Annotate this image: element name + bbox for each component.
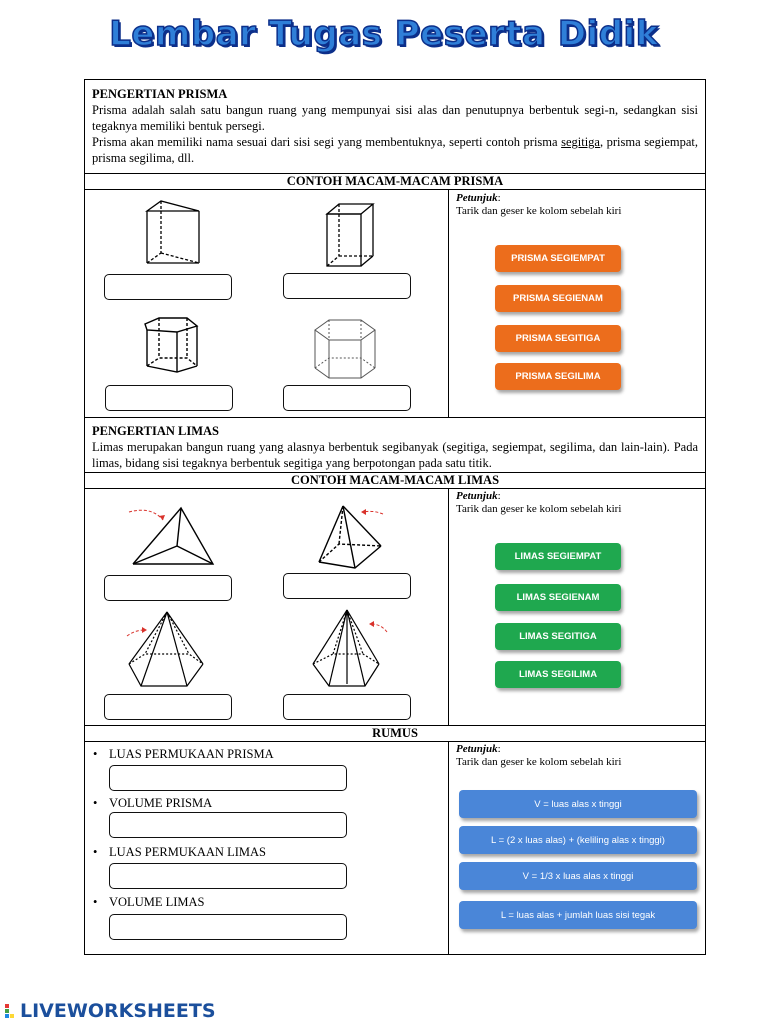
hint-label: Petunjuk: [456, 743, 498, 755]
liveworksheets-logo-icon: [4, 1003, 18, 1019]
rumus-item-label: LUAS PERMUKAAN PRISMA: [109, 747, 274, 761]
chip-prisma-segilima[interactable]: PRISMA SEGILIMA: [495, 363, 621, 390]
answer-box-pyramid-3[interactable]: [104, 694, 232, 720]
triangular-prism-figure: [143, 197, 203, 269]
liveworksheets-brand: LIVEWORKSHEETS: [20, 1000, 216, 1022]
column-divider: [448, 741, 449, 955]
rumus-answer-box-1[interactable]: [109, 765, 347, 791]
hexagonal-prism-figure: [311, 316, 379, 382]
prisma-examples-heading: CONTOH MACAM-MACAM PRISMA: [286, 174, 504, 188]
hint-text: Tarik dan geser ke kolom sebelah kiri: [456, 756, 622, 768]
rumus-item-1: • LUAS PERMUKAAN PRISMA: [93, 747, 274, 761]
divider: [85, 189, 705, 190]
hint-label: Petunjuk: [456, 490, 498, 502]
worksheet-table: [84, 79, 706, 955]
prisma-hint: [456, 192, 621, 218]
divider: [85, 488, 705, 489]
page-title: Lembar Tugas Peserta Didik: [109, 14, 659, 54]
pentagonal-pyramid-figure: [307, 606, 393, 692]
answer-box-prism-2[interactable]: [283, 273, 411, 299]
rumus-item-label: VOLUME PRISMA: [109, 796, 213, 810]
hint-label: Petunjuk: [456, 192, 498, 204]
answer-box-prism-1[interactable]: [104, 274, 232, 300]
chip-limas-segilima[interactable]: LIMAS SEGILIMA: [495, 661, 621, 688]
rumus-item-label: LUAS PERMUKAAN LIMAS: [109, 845, 266, 859]
column-divider: [448, 488, 449, 725]
triangular-pyramid-figure: [125, 502, 221, 570]
rumus-hint: [456, 743, 621, 769]
chip-volume-limas[interactable]: V = 1/3 x luas alas x tinggi: [459, 862, 697, 890]
prisma-definition-line2a: Prisma akan memiliki nama sesuai dari sisi segi yang membentuknya, seperti contoh prisma: [92, 135, 562, 149]
rumus-answer-box-3[interactable]: [109, 863, 347, 889]
column-divider: [448, 189, 449, 417]
rectangular-prism-figure: [321, 200, 381, 270]
rumus-item-label: VOLUME LIMAS: [109, 895, 205, 909]
answer-box-prism-4[interactable]: [283, 385, 411, 411]
hint-colon: :: [497, 490, 501, 502]
chip-prisma-segitiga[interactable]: PRISMA SEGITIGA: [495, 325, 621, 352]
chip-prisma-segienam[interactable]: PRISMA SEGIENAM: [495, 285, 621, 312]
liveworksheets-logo[interactable]: [4, 1000, 216, 1022]
chip-volume-prisma[interactable]: V = luas alas x tinggi: [459, 790, 697, 818]
rumus-answer-box-4[interactable]: [109, 914, 347, 940]
answer-box-pyramid-4[interactable]: [283, 694, 411, 720]
limas-definition: [92, 423, 698, 471]
prisma-definition-line2b: , prisma segiempat, prisma segilima, dll.: [92, 135, 698, 165]
answer-box-pyramid-2[interactable]: [283, 573, 411, 599]
prisma-definition: [92, 86, 698, 166]
prisma-definition-line1: Prisma adalah salah satu bangun ruang yang mempunyai sisi alas dan penutupnya berbentuk segi-n, sedangkan sisi tegaknya memiliki bentuk persegi.: [92, 103, 698, 133]
prisma-definition-heading: PENGERTIAN PRISMA: [92, 87, 228, 101]
answer-box-prism-3[interactable]: [105, 385, 233, 411]
segitiga-link[interactable]: segitiga: [561, 135, 600, 149]
limas-hint: [456, 490, 621, 516]
answer-box-pyramid-1[interactable]: [104, 575, 232, 601]
rumus-answer-box-2[interactable]: [109, 812, 347, 838]
hexagonal-pyramid-figure: [121, 608, 211, 692]
prisma-definition-line2: [92, 134, 698, 166]
divider: [85, 417, 705, 418]
square-pyramid-figure: [313, 502, 389, 574]
hint-colon: :: [497, 192, 501, 204]
pentagonal-prism-figure: [139, 314, 201, 376]
chip-luas-limas[interactable]: L = luas alas + jumlah luas sisi tegak: [459, 901, 697, 929]
chip-limas-segiempat[interactable]: LIMAS SEGIEMPAT: [495, 543, 621, 570]
divider: [85, 741, 705, 742]
chip-luas-prisma[interactable]: L = (2 x luas alas) + (keliling alas x tinggi): [459, 826, 697, 854]
rumus-item-4: • VOLUME LIMAS: [93, 895, 205, 909]
hint-text: Tarik dan geser ke kolom sebelah kiri: [456, 205, 622, 217]
hint-text: Tarik dan geser ke kolom sebelah kiri: [456, 503, 622, 515]
hint-colon: :: [497, 743, 501, 755]
rumus-heading: RUMUS: [372, 726, 418, 740]
limas-definition-heading: PENGERTIAN LIMAS: [92, 424, 220, 438]
chip-limas-segitiga[interactable]: LIMAS SEGITIGA: [495, 623, 621, 650]
rumus-item-3: • LUAS PERMUKAAN LIMAS: [93, 845, 266, 859]
chip-limas-segienam[interactable]: LIMAS SEGIENAM: [495, 584, 621, 611]
limas-definition-text: Limas merupakan bangun ruang yang alasnya berbentuk segibanyak (segitiga, segiempat, segilima, dan lain-lain). Pada limas, bidang sisi tegaknya berbentuk segitiga yang berpotongan pada satu titik.: [92, 440, 698, 470]
limas-examples-heading: CONTOH MACAM-MACAM LIMAS: [290, 473, 500, 487]
rumus-item-2: • VOLUME PRISMA: [93, 796, 213, 810]
chip-prisma-segiempat[interactable]: PRISMA SEGIEMPAT: [495, 245, 621, 272]
